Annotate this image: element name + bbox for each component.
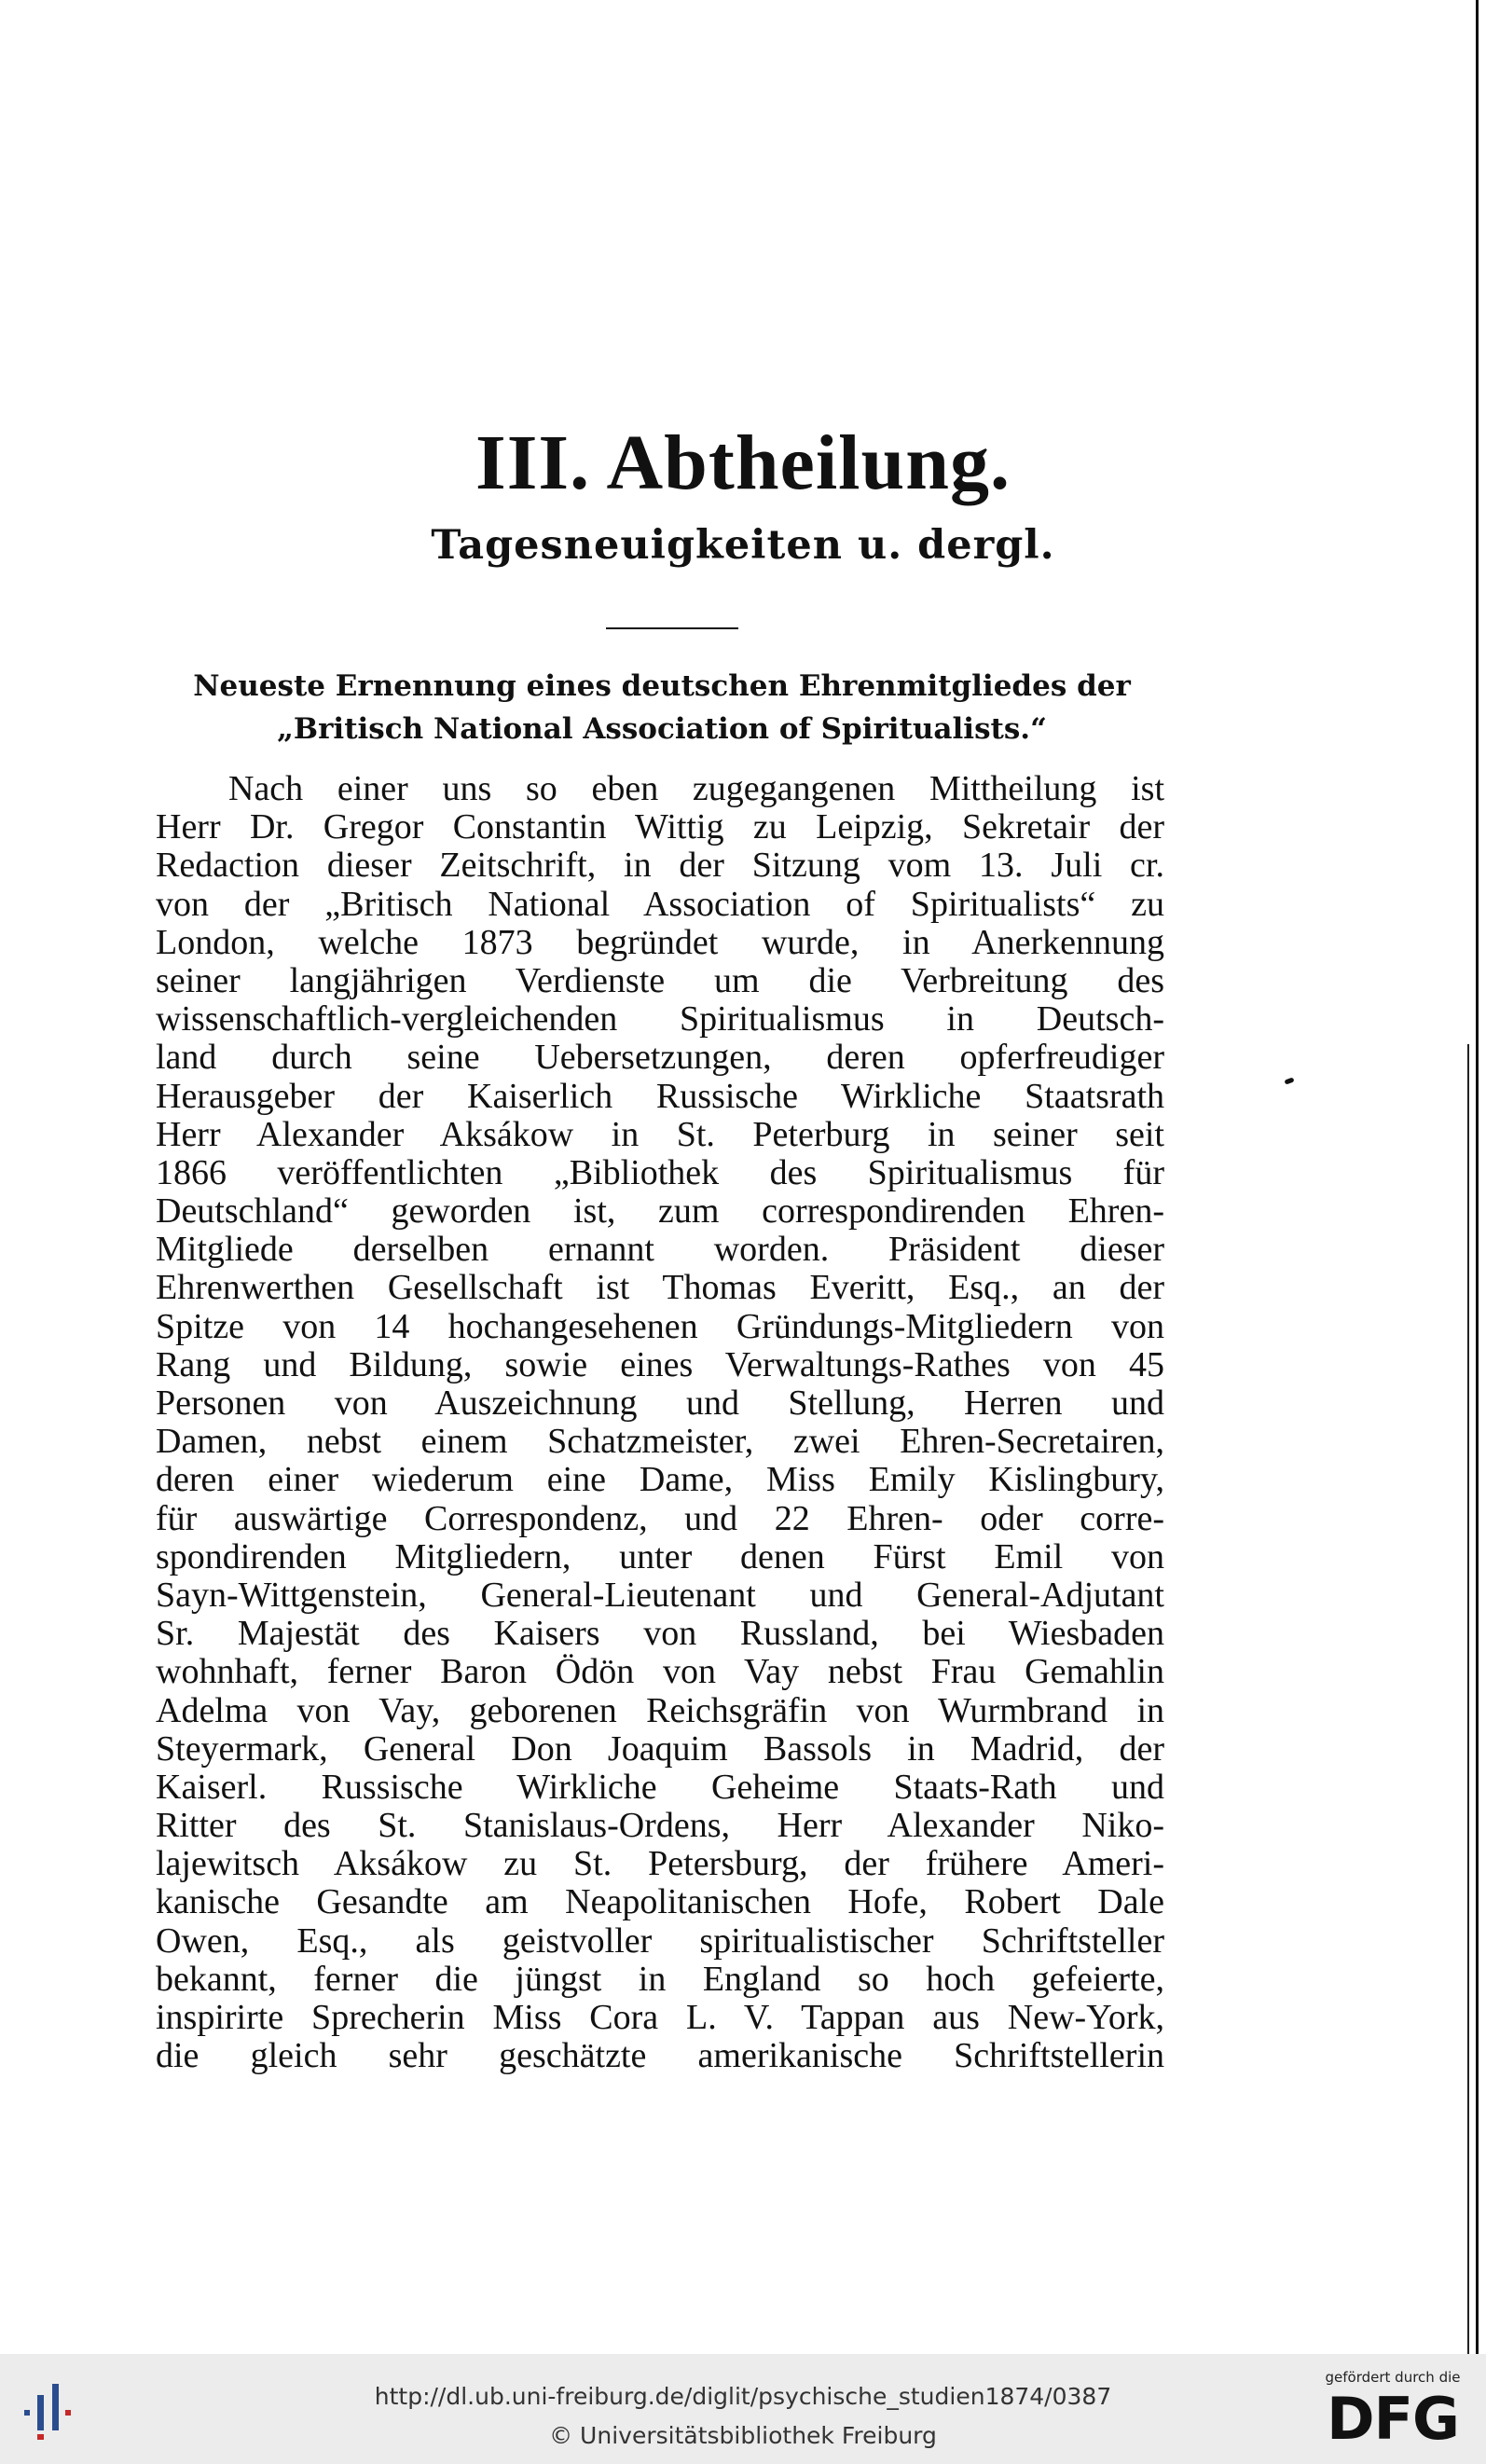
body-line: Deutschland“ geworden ist, zum correspondirenden Ehren- xyxy=(156,1192,1164,1232)
body-line: deren einer wiederum eine Dame, Miss Emily Kislingbury, xyxy=(156,1461,1164,1500)
body-line: seiner langjährigen Verdienste um die Verbreitung des xyxy=(156,961,1164,1000)
body-line: die gleich sehr geschätzte amerikanische Schriftstellerin xyxy=(156,2037,1164,2076)
section-title: III. Abtheilung. xyxy=(475,420,1011,506)
dfg-logo[interactable]: DFG xyxy=(1327,2385,1459,2453)
page-edge-line xyxy=(1476,0,1479,2354)
body-line: kanische Gesandte am Neapolitanischen Hofe, Robert Dale xyxy=(156,1883,1164,1922)
page-edge-line-inner xyxy=(1467,1044,1469,2354)
body-line: lajewitsch Aksákow zu St. Petersburg, der frühere Ameri- xyxy=(156,1845,1164,1884)
article-title-line-2: „Britisch National Association of Spiritualists.“ xyxy=(277,712,1047,746)
ink-speck xyxy=(1284,1077,1294,1084)
divider-rule xyxy=(606,627,738,629)
body-line: Herausgeber der Kaiserlich Russische Wirkliche Staatsrath xyxy=(156,1077,1164,1116)
body-line: Adelma von Vay, geborenen Reichsgräfin von Wurmbrand in xyxy=(156,1691,1164,1730)
body-line: wissenschaftlich-vergleichenden Spiritualismus in Deutsch- xyxy=(156,1000,1164,1039)
body-line: Personen von Auszeichnung und Stellung, Herren und xyxy=(156,1384,1164,1423)
body-line: Ritter des St. Stanislaus-Ordens, Herr Alexander Niko- xyxy=(156,1807,1164,1846)
section-subtitle: Tagesneuigkeiten u. dergl. xyxy=(431,522,1055,569)
body-line: Herr Dr. Gregor Constantin Wittig zu Leipzig, Sekretair der xyxy=(156,808,1164,847)
body-line: Damen, nebst einem Schatzmeister, zwei Ehren-Secretairen, xyxy=(156,1423,1164,1462)
dfg-funding-label: gefördert durch die xyxy=(1325,2369,1461,2386)
body-line: Sayn-Wittgenstein, General-Lieutenant und General-Adjutant xyxy=(156,1576,1164,1615)
copyright-notice: © Universitätsbibliothek Freiburg xyxy=(549,2422,937,2449)
body-line: spondirenden Mitgliedern, unter denen Fürst Emil von xyxy=(156,1537,1164,1576)
body-line: land durch seine Uebersetzungen, deren opferfreudiger xyxy=(156,1039,1164,1078)
body-line: Redaction dieser Zeitschrift, in der Sitzung vom 13. Juli cr. xyxy=(156,847,1164,886)
body-line: Owen, Esq., als geistvoller spiritualistischer Schriftsteller xyxy=(156,1921,1164,1961)
body-line: Kaiserl. Russische Wirkliche Geheime Staats-Rath und xyxy=(156,1768,1164,1807)
body-line: Herr Alexander Aksákow in St. Peterburg in seiner seit xyxy=(156,1115,1164,1154)
body-line: bekannt, ferner die jüngst in England so hoch gefeierte, xyxy=(156,1960,1164,1999)
body-line: Nach einer uns so eben zugegangenen Mittheilung ist xyxy=(228,770,1164,808)
body-line: London, welche 1873 begründet wurde, in Anerkennung xyxy=(156,923,1164,962)
body-line: 1866 veröffentlichten „Bibliothek des Spiritualismus für xyxy=(156,1153,1164,1192)
article-title-line-1: Neueste Ernennung eines deutschen Ehrenmitgliedes der xyxy=(193,669,1131,703)
body-line: Rang und Bildung, sowie eines Verwaltungs-Rathes von 45 xyxy=(156,1345,1164,1384)
body-line: von der „Britisch National Association of Spiritualists“ zu xyxy=(156,885,1164,924)
body-line: Sr. Majestät des Kaisers von Russland, bei Wiesbaden xyxy=(156,1615,1164,1654)
body-line: inspirirte Sprecherin Miss Cora L. V. Tappan aus New-York, xyxy=(156,1999,1164,2037)
body-line: Spitze von 14 hochangesehenen Gründungs-Mitgliedern von xyxy=(156,1307,1164,1346)
permalink-url[interactable]: http://dl.ub.uni-freiburg.de/diglit/psychische_studien1874/0387 xyxy=(374,2383,1112,2410)
article-body xyxy=(156,770,1164,2075)
body-line: Steyermark, General Don Joaquim Bassols in Madrid, der xyxy=(156,1729,1164,1769)
body-line: Ehrenwerthen Gesellschaft ist Thomas Everitt, Esq., an der xyxy=(156,1269,1164,1308)
body-line: Mitgliede derselben ernannt worden. Präsident dieser xyxy=(156,1231,1164,1270)
body-line: wohnhaft, ferner Baron Ödön von Vay nebst Frau Gemahlin xyxy=(156,1653,1164,1692)
body-line: für auswärtige Correspondenz, und 22 Ehren- oder corre- xyxy=(156,1499,1164,1538)
